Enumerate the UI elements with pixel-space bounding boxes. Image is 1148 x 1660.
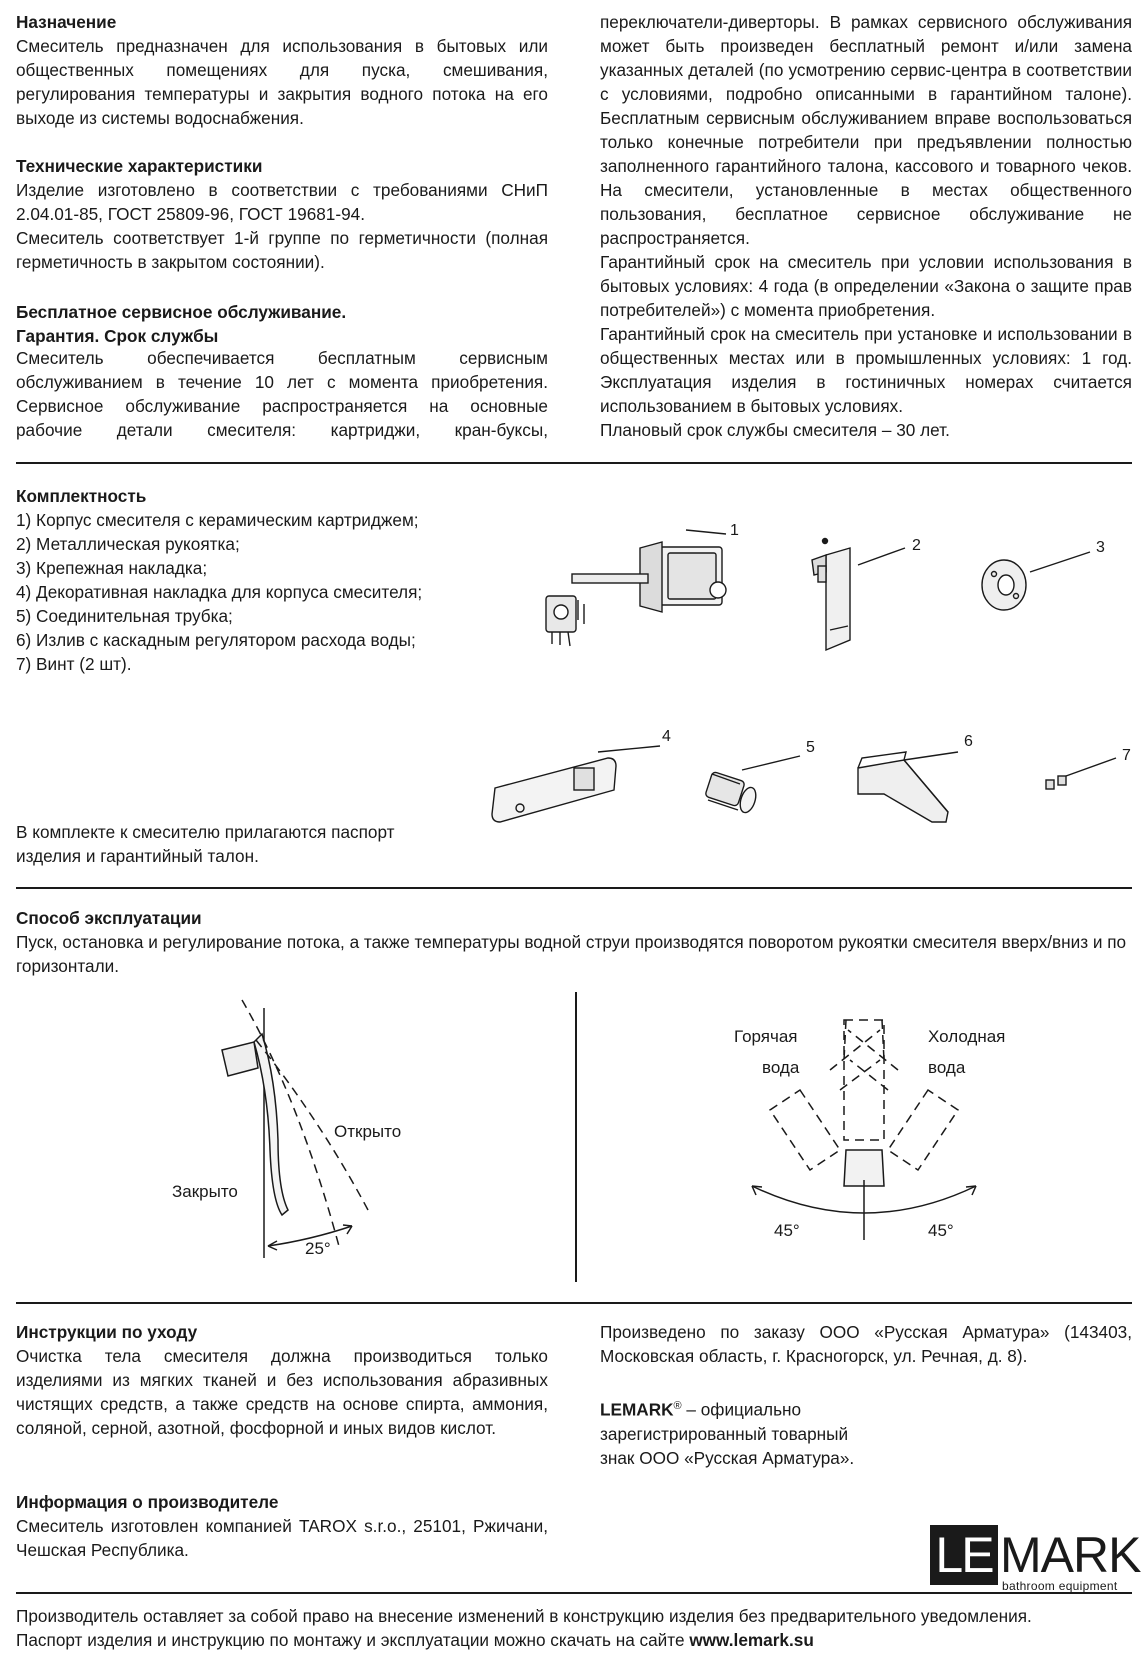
trademark-line-3: знак ООО «Русская Арматура». [600,1447,855,1468]
kit-heading: Комплектность [16,486,147,506]
hot-water-label-2: вода [762,1058,800,1077]
kit-item: 5) Соединительная трубка; [16,606,233,626]
callout-1: 1 [730,522,739,539]
footer-line-1: Производитель оставляет за собой право на внесение изменений в конструкцию изделия без предварительного уведомления. [16,1606,1032,1626]
callout-3: 3 [1096,539,1105,556]
kit-note-text: В комплекте к смесителю прилагаются паспорт изделия и гарантийный талон. [16,822,395,866]
care-text: Очистка тела смесителя должна производиться только изделиями из мягких тканей и без использования абразивных чистящих средств, а также средств на основе спирта, аммония, соляной, серной, азотной, фосфорной и иных видов кислот. [16,1346,548,1438]
website-link[interactable]: www.lemark.su [689,1630,814,1650]
registered-mark: ® [673,1400,682,1412]
callout-4: 4 [662,728,671,745]
kit-item: 1) Корпус смесителя с керамическим картриджем; [16,510,419,530]
operation-heading: Способ эксплуатации [16,908,202,928]
kit-item: 2) Металлическая рукоятка; [16,534,240,554]
hot-water-label-1: Горячая [734,1027,798,1046]
closed-label: Закрыто [172,1182,238,1201]
service-text-2: Гарантийный срок на смеситель при условии использования в бытовых условиях: 4 года (в определении «Закона о защите прав потребителей») с момента приобретения. [600,252,1132,320]
brand-name: LEMARK [600,1399,674,1420]
manufacturer-text: Смеситель изготовлен компанией TAROX s.r.o., 25101, Ржичани, Чешская Республика. [16,1516,548,1560]
purpose-text: Смеситель предназначен для использования в бытовых или общественных помещениях для пуска, смешивания, регулирования температуры и закрытия водного потока на его выходе из системы водоснабжения. [16,36,548,128]
service-text-1: Смеситель обеспечивается бесплатным сервисным обслуживанием в течение 10 лет с момента приобретения. Сервисное обслуживание распространяется на основные рабочие детали смесителя: картриджи, кран-буксы, переключатели-диверторы. В рамках сервисного обслуживания может быть произведен бесплатный ремонт и/или замена указанных деталей (по усмотрению сервис-центра в соответствии с условиями, подробно описанными в гарантийном талоне). Бесплатным сервисным обслуживанием вправе воспользоваться только конечные потребители при предъявлении полностью заполненного гарантийного талона, кассового и товарного чеков. На смесители, установленные в местах общественного пользования, бесплатное сервисное обслуживание не распространяется. [16,12,1132,440]
order-section [600,1320,1132,1368]
purpose-heading: Назначение [16,12,117,32]
kit-item: 4) Декоративная накладка для корпуса смесителя; [16,582,423,602]
footer [16,1604,1136,1652]
logo-tagline: bathroom equipment [1002,1579,1118,1593]
manufacturer-heading: Информация о производителе [16,1492,279,1512]
kit-item: 6) Излив с каскадным регулятором расхода воды; [16,630,416,650]
logo-le-block: LE [930,1525,998,1585]
service-heading-1: Бесплатное сервисное обслуживание. [16,302,347,322]
divider-3 [16,1302,1132,1304]
trademark-line-1: – официально [681,1399,802,1420]
open-label: Открыто [334,1122,402,1141]
callout-2: 2 [912,537,921,554]
logo-mark-text: MARK [1000,1527,1141,1583]
care-section [16,1320,548,1440]
lemark-logo [930,1525,1141,1595]
callout-5: 5 [806,739,815,756]
service-text-3: Гарантийный срок на смеситель при установке и использовании в общественных местах или в промышленных условиях: 1 год. Эксплуатация изделия в гостиничных номерах считается использованием в бытовых условиях. [600,324,1132,416]
callout-7: 7 [1122,747,1131,764]
cold-water-label-2: вода [928,1058,966,1077]
specs-heading: Технические характеристики [16,156,263,176]
kit-item: 3) Крепежная накладка; [16,558,208,578]
operation-text: Пуск, остановка и регулирование потока, а также температуры водной струи производятся поворотом рукоятки смесителя вверх/вниз и по горизонтали. [16,932,1127,976]
angle-45-right-label: 45° [928,1221,954,1240]
service-text-4: Плановый срок службы смесителя – 30 лет. [600,420,950,440]
angle-45-left-label: 45° [774,1221,800,1240]
trademark-section [600,1394,1000,1470]
footer-line-2: Паспорт изделия и инструкцию по монтажу и эксплуатации можно скачать на сайте [16,1630,690,1650]
angle-25-label: 25° [305,1239,331,1258]
care-heading: Инструкции по уходу [16,1322,198,1342]
order-text: Произведено по заказу ООО «Русская Арматура» (143403, Московская область, г. Красногорск, ул. Речная, д. 8). [600,1322,1132,1366]
manufacturer-section [16,1490,548,1562]
kit-item: 7) Винт (2 шт). [16,654,132,674]
specs-text-2: Смеситель соответствует 1-й группе по герметичности (полная герметичность в закрытом состоянии). [16,228,548,272]
trademark-line-2: зарегистрированный товарный [600,1423,849,1444]
specs-text-1: Изделие изготовлено в соответствии с требованиями СНиП 2.04.01-85, ГОСТ 25809-96, ГОСТ 19681-94. [16,180,548,224]
divider-4 [16,1592,1132,1594]
cold-water-label-1: Холодная [928,1027,1006,1046]
callout-6: 6 [964,733,973,750]
service-heading-2: Гарантия. Срок службы [16,326,219,346]
